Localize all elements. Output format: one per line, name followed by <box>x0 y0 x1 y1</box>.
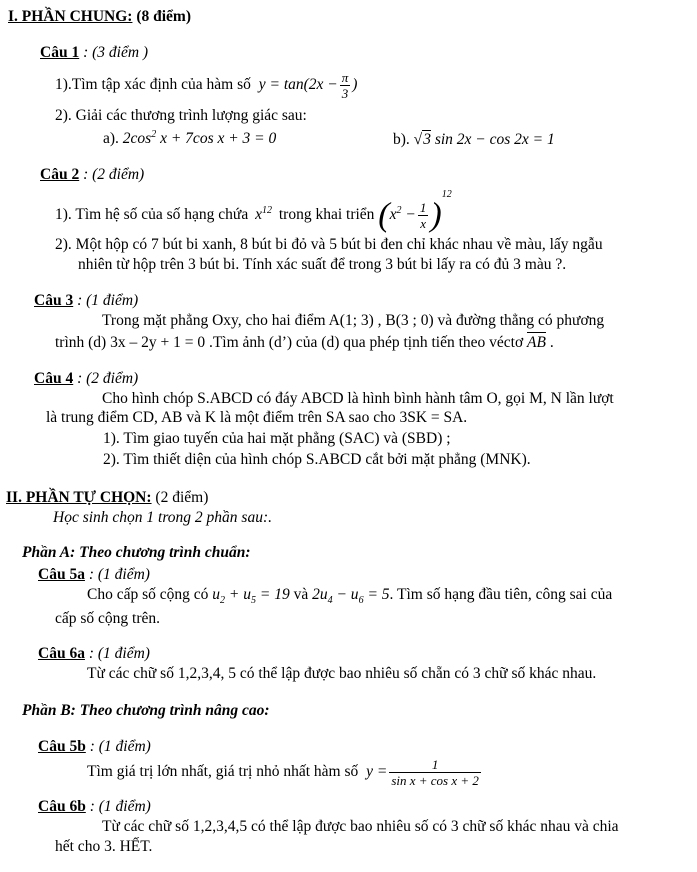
q4-line1: Cho hình chóp S.ABCD có đáy ABCD là hình bình hành tâm O, gọi M, N lần lượt <box>102 390 614 407</box>
q5b-denominator: sin x + cos x + 2 <box>391 773 479 788</box>
q4-heading <box>34 370 138 389</box>
q5b-numerator: 1 <box>389 757 481 773</box>
q2-item1-formula: ($x^2$ − $\frac{1}{x}$ )$^{12}$ <box>378 189 452 234</box>
q5a-line1 <box>87 586 612 605</box>
q4-line3: 1). Tìm giao tuyến của hai mặt phẳng (SAC) và (SBD) ; <box>103 430 451 447</box>
q2-item1-text-b: trong khai triển <box>278 206 375 223</box>
q1-item2a-label: a). <box>103 130 119 147</box>
q5a-formula2: $2u_4 - u_6 = 5$ <box>312 586 390 607</box>
q1-item2b-formula: √3 sin 2x − cos 2x = 1 <box>413 131 555 148</box>
part1-heading <box>8 8 191 27</box>
q6a-points: : (1 điểm) <box>88 645 150 662</box>
q5a-and: và <box>293 586 309 603</box>
q5b-points: : (1 điểm) <box>89 738 151 755</box>
q5b-label: Câu 5b <box>38 738 86 755</box>
q6b-points: : (1 điểm) <box>89 798 151 815</box>
part1-title: I. PHẦN CHUNG: <box>8 8 133 25</box>
q1-points: : (3 điểm ) <box>83 44 149 61</box>
q3-heading <box>34 292 138 311</box>
part2-points: (2 điểm) <box>155 489 209 506</box>
partA-title: Phần A: Theo chương trình chuẩn: <box>22 544 251 561</box>
q6a-line1: Từ các chữ số 1,2,3,4, 5 có thể lập được bao nhiêu số chẵn có 3 chữ số khác nhau. <box>87 665 597 682</box>
q1-item2b <box>393 130 555 150</box>
q5a-points: : (1 điểm) <box>88 566 150 583</box>
q5b-line1 <box>87 757 483 788</box>
q5b-formula-lhs: y = <box>366 763 388 781</box>
q5a-label: Câu 5a <box>38 566 85 583</box>
q3-points: : (1 điểm) <box>77 292 139 309</box>
q6b-heading <box>38 798 151 817</box>
part2-title: II. PHẦN TỰ CHỌN: <box>6 489 152 506</box>
q6a-label: Câu 6a <box>38 645 85 662</box>
q3-line1: Trong mặt phẳng Oxy, cho hai điểm A(1; 3) , B(3 ; 0) và đường thẳng có phương <box>102 312 605 329</box>
q3-line2-end: . <box>549 334 554 351</box>
q4-points: : (2 điểm) <box>77 370 139 387</box>
q2-label: Câu 2 <box>40 166 80 183</box>
q5a-heading <box>38 566 150 585</box>
q3-line2-text: trình (d) 3x – 2y + 1 = 0 .Tìm ảnh (d’) của (d) qua phép tịnh tiến theo véctơ <box>55 334 524 351</box>
q5b-formula <box>366 757 483 788</box>
part2-heading <box>6 489 208 508</box>
q1-item2a-formula: $2\cos^2$ x + 7cos x + 3 = 0 <box>122 128 277 147</box>
q3-line2 <box>55 334 554 353</box>
q2-item1-text-a: 1). Tìm hệ số của số hạng chứa <box>55 206 249 223</box>
q1-item2: 2). Giải các thương trình lượng giác sau: <box>55 107 307 124</box>
q1-item1 <box>55 70 357 101</box>
q5a-line1-a: Cho cấp số cộng có <box>87 586 209 603</box>
q1-item2b-label: b). <box>393 131 410 148</box>
q3-vector-ab: AB <box>527 334 546 351</box>
q6a-heading <box>38 645 150 664</box>
q4-line2: là trung điểm CD, AB và K là một điểm trên SA sao cho 3SK = SA. <box>46 409 468 426</box>
q4-line4: 2). Tìm thiết diện của hình chóp S.ABCD cắt bởi mặt phẳng (MNK). <box>103 451 531 468</box>
q5b-heading <box>38 738 151 757</box>
q6b-line1: Từ các chữ số 1,2,3,4,5 có thể lập được bao nhiêu số có 3 chữ số khác nhau và chia <box>102 818 619 835</box>
q2-item2-line1: 2). Một hộp có 7 bút bi xanh, 8 bút bi đỏ và 5 bút bi đen chỉ khác nhau về màu, lấy ngẫu <box>55 236 603 253</box>
q2-item1-term: $x^{12}$ <box>255 204 272 223</box>
q2-item2-line2: nhiên từ hộp trên 3 bút bi. Tính xác suất để trong 3 bút bi lấy ra có đủ 3 màu ?. <box>78 256 567 273</box>
q6b-line2: hết cho 3. HẾT. <box>55 838 153 855</box>
part1-points: (8 điểm) <box>136 8 191 25</box>
part2-note: Học sinh chọn 1 trong 2 phần sau:. <box>53 509 272 526</box>
q5a-line1-b: . Tìm số hạng đầu tiên, công sai của <box>389 586 613 603</box>
q4-label: Câu 4 <box>34 370 74 387</box>
q5a-formula1: $u_2 + u_5 = 19$ <box>212 586 290 607</box>
q2-item1 <box>55 189 452 234</box>
q1-item2a <box>103 130 276 149</box>
q5a-line2: cấp số cộng trên. <box>55 610 161 627</box>
q3-label: Câu 3 <box>34 292 74 309</box>
q6b-label: Câu 6b <box>38 798 86 815</box>
q2-points: : (2 điểm) <box>83 166 145 183</box>
q1-heading <box>40 44 148 63</box>
q1-label: Câu 1 <box>40 44 80 61</box>
q1-item1-text: 1).Tìm tập xác định của hàm số <box>55 76 251 94</box>
q5b-line1-text: Tìm giá trị lớn nhất, giá trị nhỏ nhất hàm số <box>87 763 359 781</box>
partB-title: Phần B: Theo chương trình nâng cao: <box>22 702 270 719</box>
q1-item1-formula: y = tan(2x − $\frac{\pi}{3}$ ) <box>258 70 358 101</box>
q2-heading <box>40 166 144 185</box>
